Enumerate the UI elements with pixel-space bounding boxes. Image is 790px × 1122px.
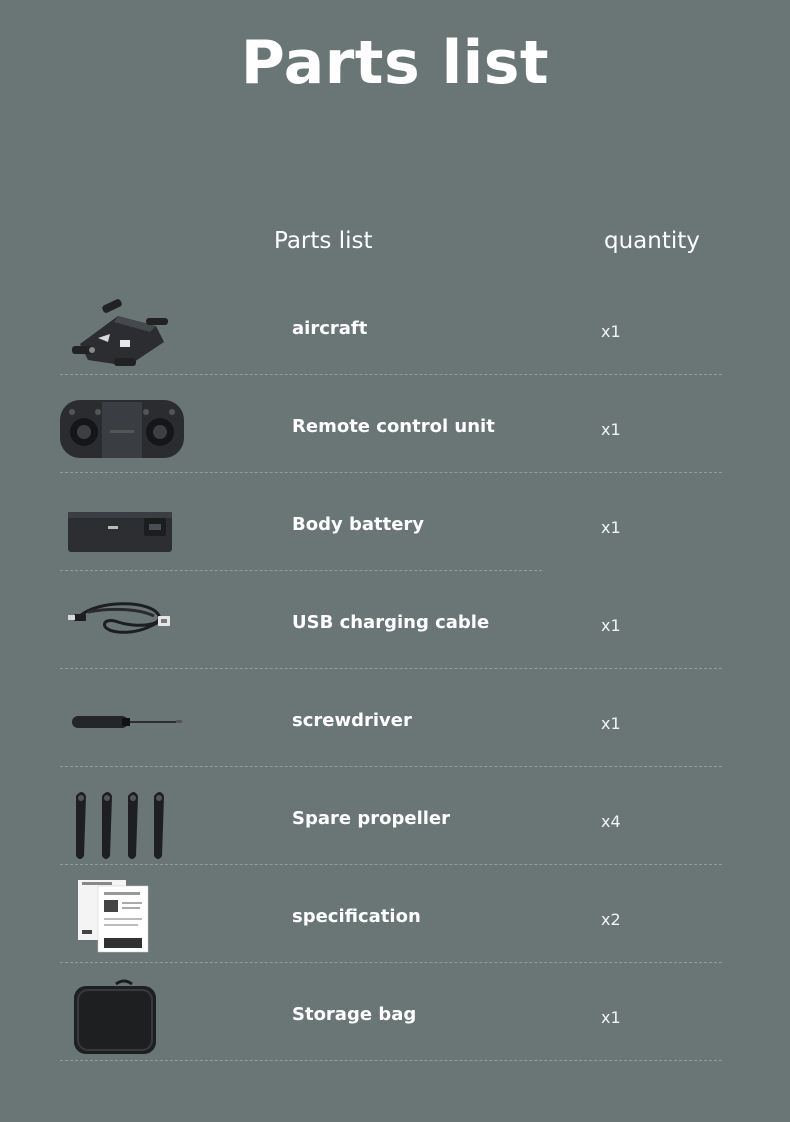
screwdriver-icon (58, 684, 188, 764)
row-divider (60, 962, 722, 963)
row-divider (60, 472, 722, 473)
item-name: Remote control unit (292, 416, 495, 437)
item-name: Storage bag (292, 1004, 417, 1025)
item-name: screwdriver (292, 710, 412, 731)
item-quantity: x4 (601, 812, 621, 831)
list-item-aircraft (0, 284, 790, 382)
drone-icon (58, 292, 188, 372)
item-name: specification (292, 906, 421, 927)
page-title: Parts list (240, 28, 550, 98)
battery-icon (58, 488, 188, 568)
item-name: aircraft (292, 318, 368, 339)
item-quantity: x1 (601, 1008, 621, 1027)
row-divider (60, 766, 722, 767)
row-divider (60, 570, 542, 571)
row-divider (60, 374, 722, 375)
item-quantity: x1 (601, 420, 621, 439)
usb-cable-icon (58, 586, 188, 666)
item-quantity: x1 (601, 714, 621, 733)
item-quantity: x2 (601, 910, 621, 929)
row-divider (60, 1060, 722, 1061)
item-name: USB charging cable (292, 612, 490, 633)
row-divider (60, 668, 722, 669)
item-quantity: x1 (601, 518, 621, 537)
column-header-parts: Parts list (274, 228, 373, 254)
remote-controller-icon (58, 390, 188, 470)
storage-bag-icon (58, 978, 188, 1058)
list-item-body-battery (0, 480, 790, 578)
list-item-storage-bag (0, 970, 790, 1068)
list-item-specification (0, 872, 790, 970)
column-header-quantity: quantity (604, 228, 700, 254)
list-item-screwdriver (0, 676, 790, 774)
propeller-icon (58, 782, 188, 862)
item-quantity: x1 (601, 616, 621, 635)
item-quantity: x1 (601, 322, 621, 341)
row-divider (60, 864, 722, 865)
list-item-usb-charging-cable (0, 578, 790, 676)
list-item-remote-control-unit (0, 382, 790, 480)
list-item-spare-propeller (0, 774, 790, 872)
item-name: Body battery (292, 514, 425, 535)
manual-icon (58, 880, 188, 960)
item-name: Spare propeller (292, 808, 450, 829)
